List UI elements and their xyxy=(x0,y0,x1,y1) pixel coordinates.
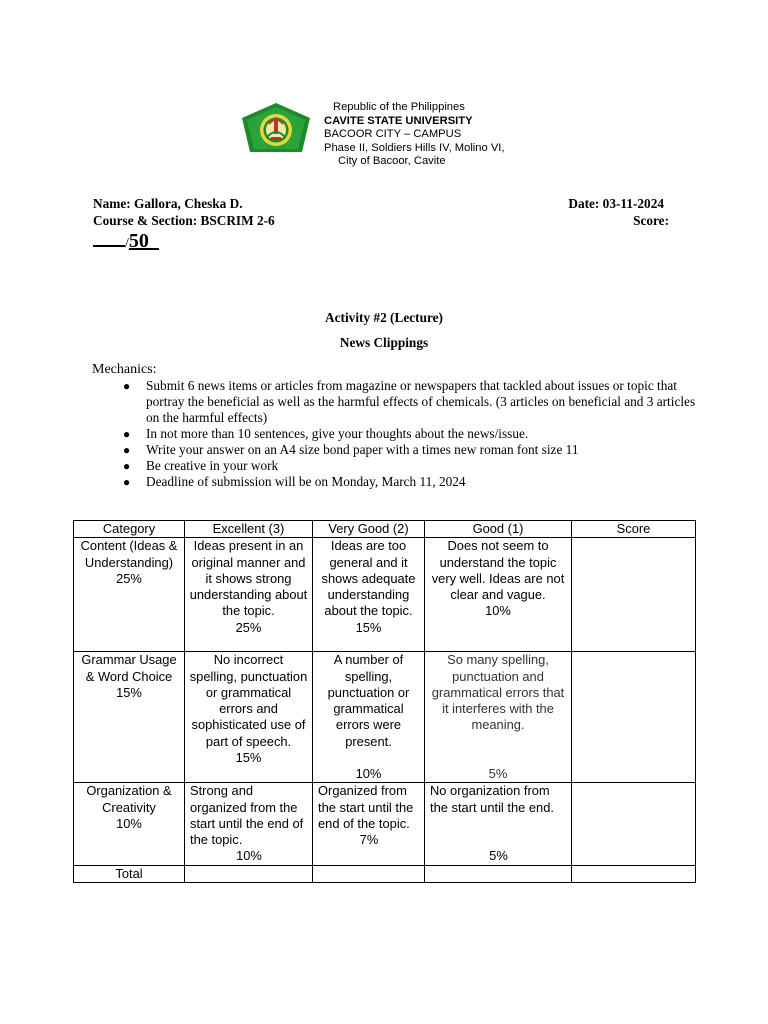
excellent-cell: No incorrect spelling, punctuation or grammatical errors and sophisticated use of part of speech. 15% xyxy=(185,652,313,783)
header-campus: BACOOR CITY – CAMPUS xyxy=(324,128,462,141)
activity-subtitle: News Clippings xyxy=(339,335,429,350)
score-total: 50 xyxy=(128,230,149,252)
category-cell: Grammar Usage & Word Choice 15% xyxy=(74,652,185,783)
bullet-icon: ● xyxy=(123,459,131,473)
total-empty-cell xyxy=(185,865,313,882)
good-cell: So many spelling, punctuation and grammatical errors that it interferes with the meaning. 5% xyxy=(425,652,572,783)
header-excellent: Excellent (3) xyxy=(185,521,313,538)
score-trail: _ xyxy=(148,230,159,252)
mechanics-item: ● Submit 6 news items or articles from magazine or newspapers that tackled about issues or topic that portray the beneficial as well as the harmful effects of chemicals. (3 articles on beneficial and 3 articles on the harmful effects) xyxy=(123,378,696,425)
score-label: Score: xyxy=(633,213,669,228)
header-republic: Republic of the Philippines xyxy=(333,101,465,113)
table-row xyxy=(74,538,696,652)
total-empty-cell xyxy=(313,865,425,882)
mechanics-item: ● Deadline of submission will be on Monday, March 11, 2024 xyxy=(123,474,466,489)
very-good-cell: Organized from the start until the end of the topic. 7% xyxy=(313,783,425,865)
good-cell: Does not seem to understand the topic very well. Ideas are not clear and vague. 10% xyxy=(425,538,572,652)
category-cell: Organization & Creativity 10% xyxy=(74,783,185,865)
header-good: Good (1) xyxy=(425,521,572,538)
very-good-cell: Ideas are too general and it shows adequate understanding about the topic. 15% xyxy=(313,538,425,652)
mechanics-list xyxy=(110,378,706,490)
table-total-row xyxy=(74,865,696,882)
student-name: Name: Gallora, Cheska D. xyxy=(93,196,243,211)
category-cell: Content (Ideas & Understanding) 25% xyxy=(74,538,185,652)
header-address: Phase II, Soldiers Hills IV, Molino VI, xyxy=(324,141,505,154)
very-good-cell: A number of spelling, punctuation or grammatical errors were present. 10% xyxy=(313,652,425,783)
total-label: Total xyxy=(74,865,185,882)
bullet-icon: ● xyxy=(123,475,131,489)
header-score: Score xyxy=(572,521,696,538)
course-section: Course & Section: BSCRIM 2-6 xyxy=(93,213,275,228)
bullet-icon: ● xyxy=(123,427,131,441)
score-cell[interactable] xyxy=(572,783,696,865)
score-cell[interactable] xyxy=(572,652,696,783)
date-field: Date: 03-11-2024 xyxy=(568,196,664,211)
table-row xyxy=(74,783,696,865)
mechanics-item: ● In not more than 10 sentences, give your thoughts about the news/issue. xyxy=(123,426,529,441)
header-very-good: Very Good (2) xyxy=(313,521,425,538)
table-header-row xyxy=(74,521,696,538)
activity-title: Activity #2 (Lecture) xyxy=(325,310,443,325)
mechanics-label: Mechanics: xyxy=(92,362,157,377)
score-line xyxy=(93,230,159,253)
header-city: City of Bacoor, Cavite xyxy=(338,155,446,168)
excellent-cell: Strong and organized from the start until the end of the topic. 10% xyxy=(185,783,313,865)
mechanics-item: ● Be creative in your work xyxy=(123,458,279,473)
header-university: CAVITE STATE UNIVERSITY xyxy=(324,114,473,127)
score-blank xyxy=(93,230,125,247)
excellent-cell: Ideas present in an original manner and it shows strong understanding about the topic. 25% xyxy=(185,538,313,652)
total-empty-cell xyxy=(425,865,572,882)
university-header xyxy=(324,101,505,169)
rubric-table xyxy=(73,520,696,883)
total-score-cell[interactable] xyxy=(572,865,696,882)
bullet-icon: ● xyxy=(123,379,131,393)
table-row xyxy=(74,652,696,783)
bullet-icon: ● xyxy=(123,443,131,457)
header-category: Category xyxy=(74,521,185,538)
score-cell[interactable] xyxy=(572,538,696,652)
university-seal-icon xyxy=(240,102,312,158)
good-cell: No organization from the start until the end. 5% xyxy=(425,783,572,865)
score-slash: / xyxy=(125,236,129,251)
mechanics-item: ● Write your answer on an A4 size bond paper with a times new roman font size 11 xyxy=(123,442,579,457)
